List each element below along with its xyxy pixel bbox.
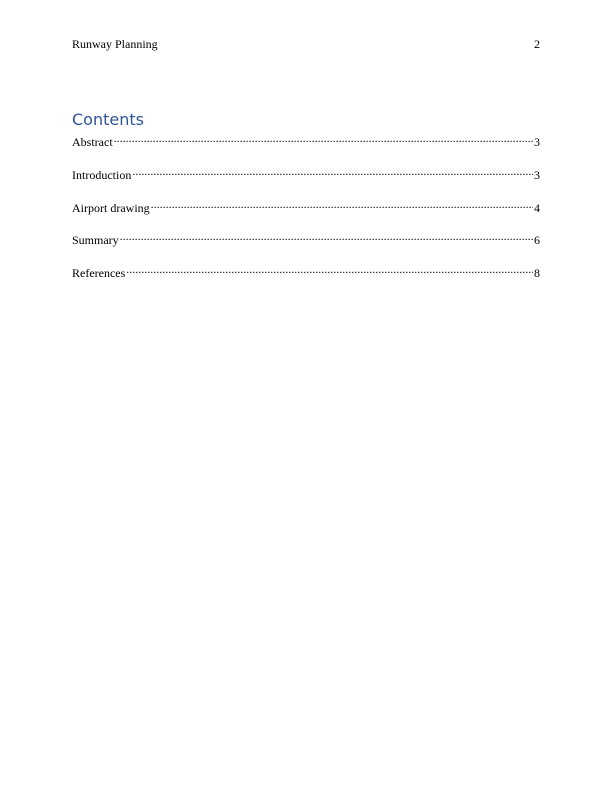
toc-entry-label: Abstract [72, 135, 113, 149]
toc-dot-leader [126, 261, 533, 277]
header-page-number: 2 [534, 37, 540, 51]
toc-entry-label: References [72, 266, 126, 280]
toc-entry-page: 3 [534, 167, 540, 182]
table-of-contents [72, 130, 540, 294]
toc-entry-summary[interactable] [72, 228, 540, 248]
toc-entry-label: Airport drawing [72, 200, 150, 215]
toc-entry-airport-drawing[interactable] [72, 196, 540, 215]
page-header [72, 36, 540, 52]
toc-entry-page: 4 [534, 200, 540, 215]
toc-heading: Contents [72, 110, 144, 129]
toc-entry-page: 3 [534, 135, 540, 149]
toc-dot-leader [120, 228, 533, 244]
toc-entry-abstract[interactable] [72, 130, 540, 149]
toc-entry-label: Summary [72, 233, 119, 248]
toc-entry-page: 6 [534, 233, 540, 248]
header-title: Runway Planning [72, 37, 158, 51]
toc-entry-label: Introduction [72, 167, 132, 182]
toc-entry-introduction[interactable] [72, 163, 540, 182]
toc-dot-leader [151, 196, 533, 212]
toc-entry-references[interactable] [72, 261, 540, 280]
toc-entry-page: 8 [534, 266, 540, 280]
toc-dot-leader [114, 130, 533, 146]
toc-dot-leader [132, 163, 533, 179]
